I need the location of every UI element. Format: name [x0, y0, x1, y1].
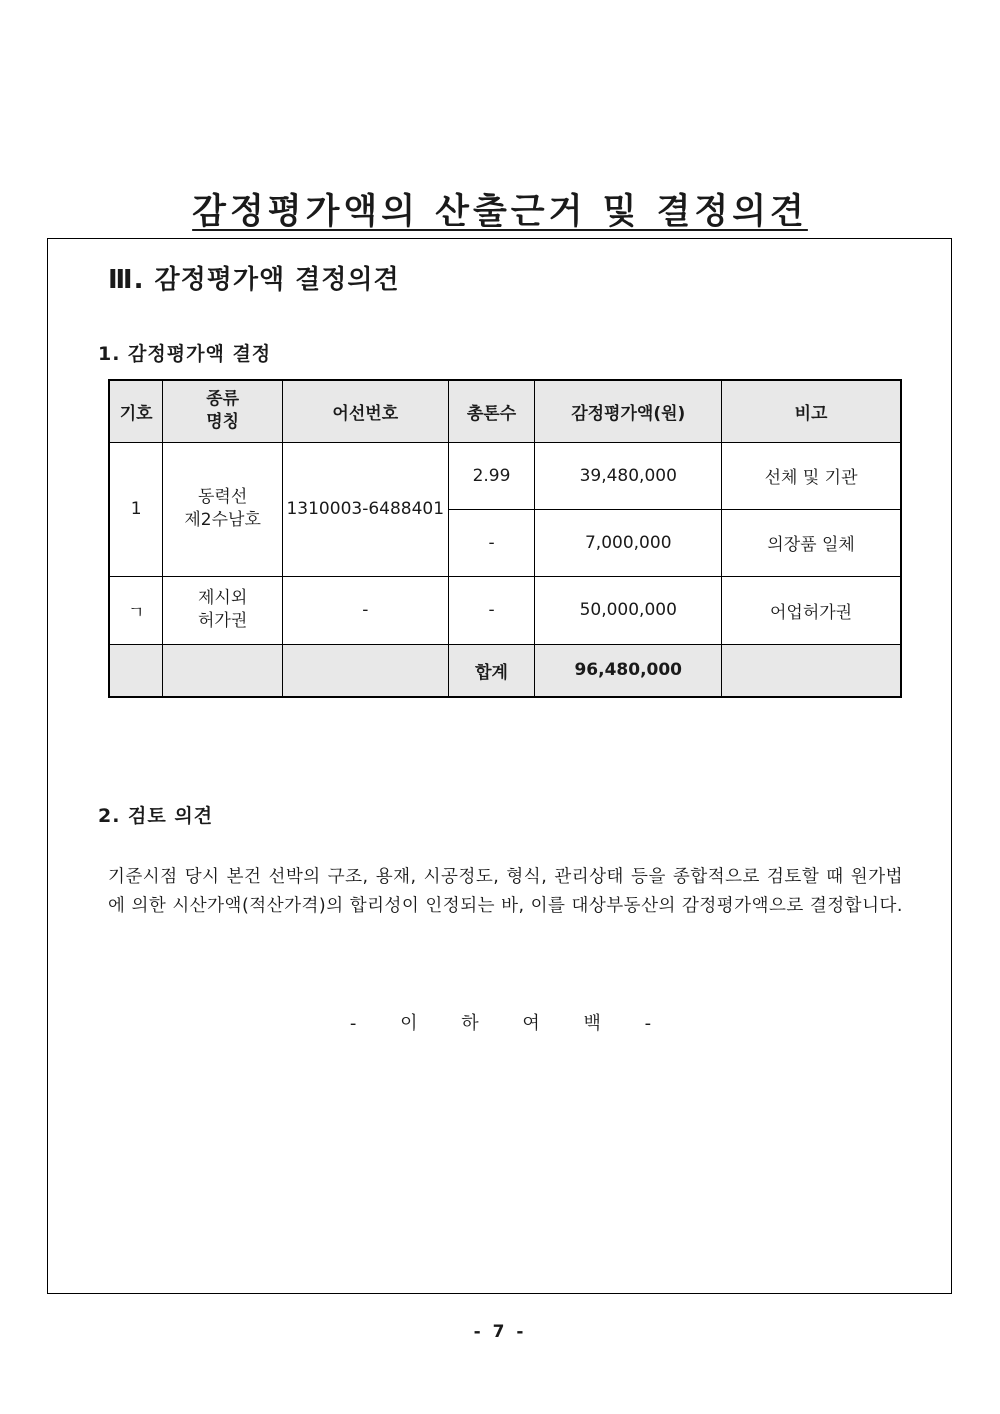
- cell-vessel-name-line1: 동력선: [198, 487, 248, 507]
- header-symbol: 기호: [109, 380, 163, 442]
- cell-symbol: 1: [109, 442, 163, 576]
- cell-appraised-value: 39,480,000: [535, 442, 722, 509]
- appraisal-table: [108, 379, 902, 698]
- subsection-heading-decision: 1. 감정평가액 결정: [98, 343, 272, 365]
- cell-tonnage: -: [448, 509, 535, 576]
- total-empty-cell: [109, 644, 163, 697]
- cell-remark: 선체 및 기관: [722, 442, 901, 509]
- header-kind-line1: 종류: [206, 389, 240, 410]
- total-value: 96,480,000: [535, 644, 722, 697]
- header-kind: [163, 380, 283, 442]
- table-total-row: [109, 644, 901, 697]
- cell-vessel-number: -: [282, 576, 448, 644]
- table-header-row: [109, 380, 901, 442]
- cell-vessel-name: [163, 442, 283, 576]
- cell-tonnage: 2.99: [448, 442, 535, 509]
- cell-tonnage: -: [448, 576, 535, 644]
- total-empty-cell: [282, 644, 448, 697]
- total-empty-cell: [722, 644, 901, 697]
- total-label: 합계: [448, 644, 535, 697]
- document-title: [0, 184, 1000, 234]
- table-row: [109, 442, 901, 509]
- cell-vessel-name-line2: 제2수남호: [184, 510, 261, 530]
- header-vessel-number: 어선번호: [282, 380, 448, 442]
- cell-vessel-number: 1310003-6488401: [282, 442, 448, 576]
- document-title-text: 감정평가액의 산출근거 및 결정의견: [192, 192, 808, 232]
- header-kind-line2: 명칭: [206, 412, 240, 433]
- subsection-heading-review: 2. 검토 의견: [98, 805, 214, 827]
- review-opinion-text: 기준시점 당시 본건 선박의 구조, 용재, 시공정도, 형식, 관리상태 등을 종합적으로 검토할 때 원가법에 의한 시산가액(적산가격)의 합리성이 인정되는 바, 이를 대상부동산의 감정평가액으로 결정합니다.: [108, 867, 903, 916]
- cell-item-name-line1: 제시외: [198, 588, 248, 608]
- page-number: - 7 -: [473, 1322, 527, 1342]
- cell-item-name-line2: 허가권: [198, 611, 248, 631]
- content-frame: [47, 238, 952, 1294]
- end-of-text-marker: - 이 하 여 백 -: [349, 1013, 652, 1034]
- header-remark: 비고: [722, 380, 901, 442]
- cell-appraised-value: 7,000,000: [535, 509, 722, 576]
- cell-symbol: ㄱ: [109, 576, 163, 644]
- table-row: [109, 576, 901, 644]
- cell-item-name: [163, 576, 283, 644]
- total-empty-cell: [163, 644, 283, 697]
- section-heading: Ⅲ. 감정평가액 결정의견: [108, 265, 400, 295]
- header-tonnage: 총톤수: [448, 380, 535, 442]
- cell-remark: 어업허가권: [722, 576, 901, 644]
- header-appraised-value: 감정평가액(원): [535, 380, 722, 442]
- cell-appraised-value: 50,000,000: [535, 576, 722, 644]
- cell-remark: 의장품 일체: [722, 509, 901, 576]
